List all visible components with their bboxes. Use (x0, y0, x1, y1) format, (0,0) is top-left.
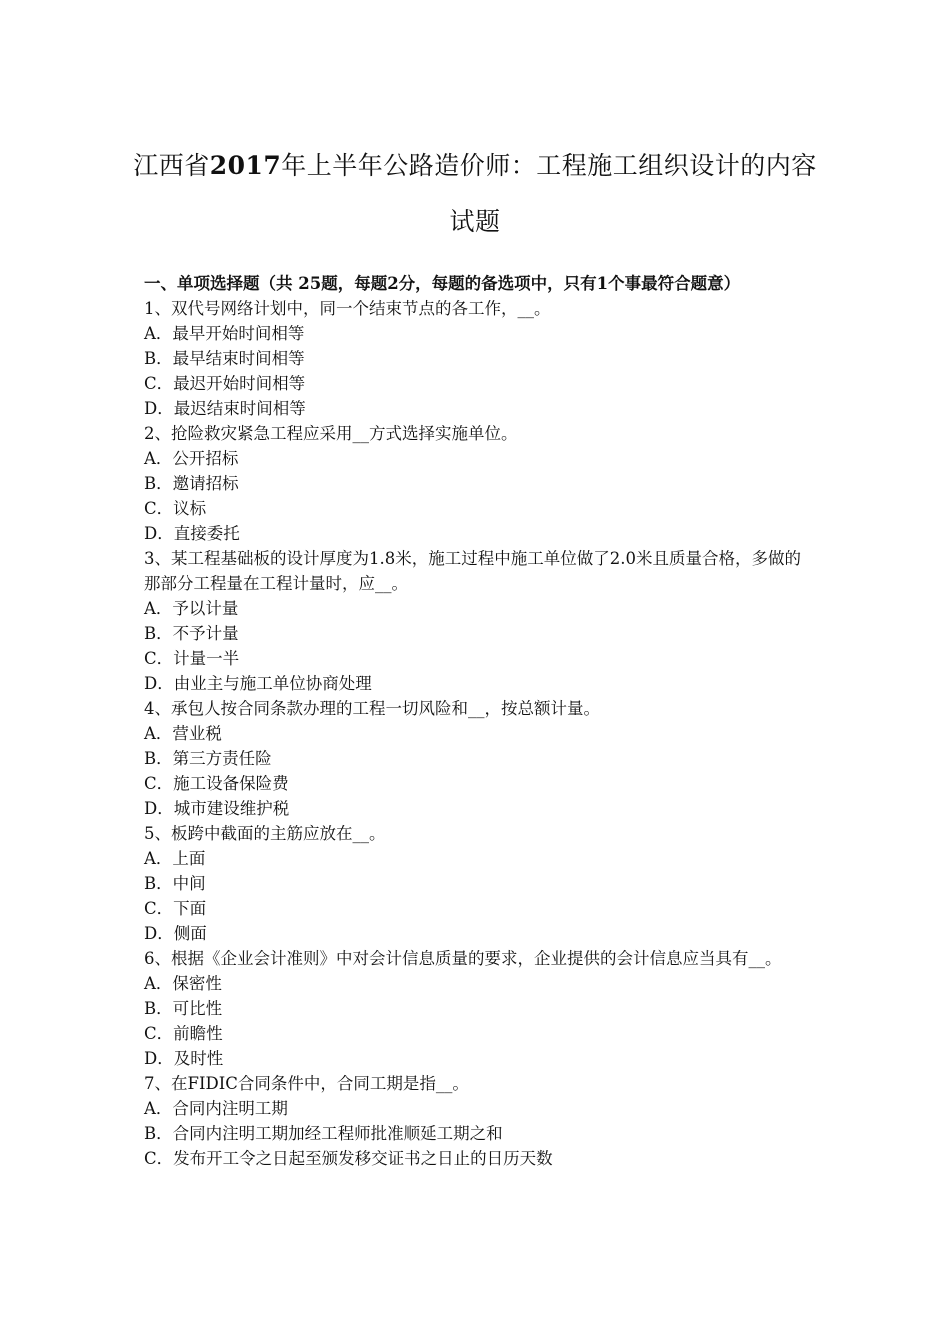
question-7 (144, 1071, 816, 1171)
question-option: A．保密性 (144, 974, 222, 993)
question-option: C．最迟开始时间相等 (144, 374, 306, 393)
question-option: A．公开招标 (144, 449, 239, 468)
question-option: A．营业税 (144, 724, 222, 743)
section-heading: 一、单项选择题（共 25题，每题2分，每题的备选项中，只有1个事最符合题意） (144, 274, 741, 293)
question-stem: 7、在FIDIC合同条件中，合同工期是指__。 (144, 1074, 469, 1093)
question-option: D．及时性 (144, 1049, 224, 1068)
question-3 (144, 546, 816, 696)
question-5 (144, 821, 816, 946)
question-1 (144, 296, 816, 421)
question-2 (144, 421, 816, 546)
question-4 (144, 696, 816, 821)
question-option: B．中间 (144, 874, 206, 893)
question-option: A．合同内注明工期 (144, 1099, 288, 1118)
question-option: D．侧面 (144, 924, 207, 943)
question-option: D．最迟结束时间相等 (144, 399, 306, 418)
question-stem: 5、板跨中截面的主筋应放在__。 (144, 824, 386, 843)
title-part1: 江西省 (133, 151, 210, 180)
question-6 (144, 946, 816, 1071)
question-option: A．上面 (144, 849, 206, 868)
title-year: 2017 (209, 151, 282, 180)
question-option: D．城市建设维护税 (144, 799, 290, 818)
question-option: D．由业主与施工单位协商处理 (144, 674, 372, 693)
question-option: C．计量一半 (144, 649, 240, 668)
question-option: C．发布开工令之日起至颁发移交证书之日止的日历天数 (144, 1149, 553, 1168)
question-option: B．不予计量 (144, 624, 239, 643)
question-list (144, 296, 816, 1171)
question-option: B．合同内注明工期加经工程师批准顺延工期之和 (144, 1124, 503, 1143)
question-option: C．前瞻性 (144, 1024, 223, 1043)
question-option: B．第三方责任险 (144, 749, 272, 768)
question-stem: 3、某工程基础板的设计厚度为1.8米，施工过程中施工单位做了2.0米且质量合格，多做的那部分工程量在工程计量时，应__。 (144, 549, 801, 593)
question-option: C．施工设备保险费 (144, 774, 289, 793)
question-option: A．予以计量 (144, 599, 239, 618)
question-option: C．下面 (144, 899, 207, 918)
document-body (144, 272, 816, 1171)
question-option: B．最早结束时间相等 (144, 349, 305, 368)
question-stem: 6、根据《企业会计准则》中对会计信息质量的要求，企业提供的会计信息应当具有__。 (144, 949, 782, 968)
question-stem: 2、抢险救灾紧急工程应采用__方式选择实施单位。 (144, 424, 518, 443)
document-title (130, 138, 820, 250)
question-option: D．直接委托 (144, 524, 240, 543)
question-option: A．最早开始时间相等 (144, 324, 305, 343)
question-stem: 4、承包人按合同条款办理的工程一切风险和__，按总额计量。 (144, 699, 600, 718)
question-option: C．议标 (144, 499, 207, 518)
question-option: B．邀请招标 (144, 474, 239, 493)
question-stem: 1、双代号网络计划中，同一个结束节点的各工作，__。 (144, 299, 551, 318)
title-part2: 年上半年公路造价师：工程施工组织设计的内容试题 (281, 151, 817, 236)
question-option: B．可比性 (144, 999, 223, 1018)
